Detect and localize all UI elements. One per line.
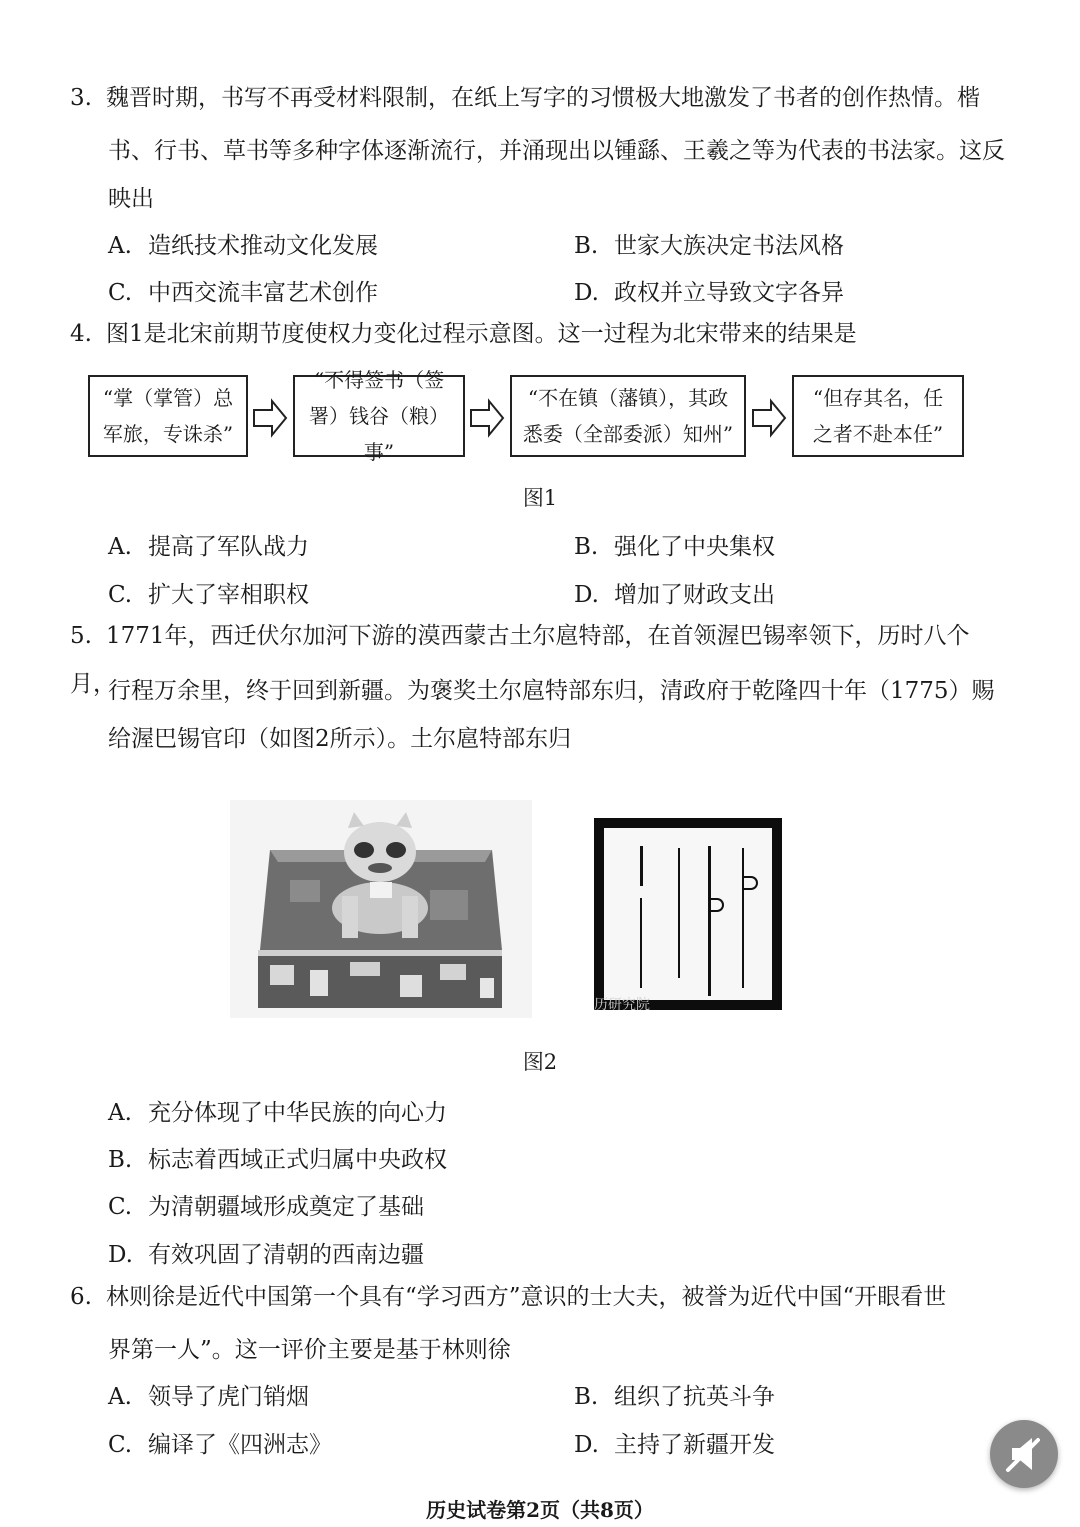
question-text: 书、行书、草书等多种字体逐渐流行，并涌现出以锺繇、王羲之等为代表的书法家。这反 <box>108 138 1005 164</box>
arrow-right-icon <box>252 398 288 438</box>
question-text: 映出 <box>108 186 154 212</box>
flow-step-3: “不在镇（藩镇），其政 悉委（全部委派）知州” <box>510 375 746 457</box>
option-b[interactable]: B. 组织了抗英斗争 <box>574 1384 775 1410</box>
arrow-right-icon <box>469 398 505 438</box>
option-b[interactable]: B. 强化了中央集权 <box>574 534 775 560</box>
watermark: 历研究院 <box>594 997 650 1013</box>
question-4 <box>70 310 1000 358</box>
option-c[interactable]: C. 为清朝疆域形成奠定了基础 <box>108 1194 424 1220</box>
flow-step-4: “但存其名，任 之者不赴本任” <box>792 375 964 457</box>
question-number: 6. <box>70 1284 92 1310</box>
question-number: 4. <box>70 321 92 347</box>
option-d[interactable]: D. 主持了新疆开发 <box>574 1432 775 1458</box>
option-b[interactable]: B. 世家大族决定书法风格 <box>574 233 844 259</box>
question-number: 5. <box>70 623 92 649</box>
question-text: 1771年，西迁伏尔加河下游的漠西蒙古土尔扈特部，在首领渥巴锡率领下，历时八个月， <box>70 623 970 697</box>
question-text: 魏晋时期，书写不再受材料限制，在纸上写字的习惯极大地激发了书者的创作热情。楷 <box>106 85 980 111</box>
option-a[interactable]: A. 充分体现了中华民族的向心力 <box>108 1100 447 1126</box>
option-a[interactable]: A. 提高了军队战力 <box>108 534 309 560</box>
option-c[interactable]: C. 编译了《四洲志》 <box>108 1432 332 1458</box>
option-c[interactable]: C. 扩大了宰相职权 <box>108 582 309 608</box>
seal-imprint <box>594 818 782 1013</box>
option-c[interactable]: C. 中西交流丰富艺术创作 <box>108 280 378 306</box>
question-3 <box>70 74 1000 122</box>
question-6 <box>70 1273 1000 1321</box>
question-text: 界第一人”。这一评价主要是基于林则徐 <box>108 1337 511 1363</box>
page-footer: 历史试卷第2页（共8页） <box>426 1498 654 1522</box>
figure-1-caption: 图1 <box>522 486 558 510</box>
question-text: 林则徐是近代中国第一个具有“学习西方”意识的士大夫，被誉为近代中国“开眼看世 <box>106 1284 947 1310</box>
arrow-right-icon <box>751 398 787 438</box>
mute-speaker-icon <box>990 1420 1058 1488</box>
question-text: 行程万余里，终于回到新疆。为褒奖土尔扈特部东归，清政府于乾隆四十年（1775）赐 <box>108 678 995 704</box>
option-a[interactable]: A. 领导了虎门销烟 <box>108 1384 309 1410</box>
seal-image <box>230 800 532 1018</box>
question-text: 给渥巴锡官印（如图2所示）。土尔扈特部东归 <box>108 726 572 752</box>
figure-2-caption: 图2 <box>522 1050 558 1074</box>
option-b[interactable]: B. 标志着西域正式归属中央政权 <box>108 1147 447 1173</box>
question-text: 图1是北宋前期节度使权力变化过程示意图。这一过程为北宋带来的结果是 <box>106 321 857 347</box>
option-d[interactable]: D. 政权并立导致文字各异 <box>574 280 844 306</box>
flow-step-2: “不得签书（签 署）钱谷（粮）事” <box>293 375 465 457</box>
seal-photo <box>230 800 532 1018</box>
floating-action-button[interactable] <box>990 1420 1058 1488</box>
option-d[interactable]: D. 增加了财政支出 <box>574 582 775 608</box>
option-d[interactable]: D. 有效巩固了清朝的西南边疆 <box>108 1242 424 1268</box>
flow-step-1: “掌（掌管）总 军旅，专诛杀” <box>88 375 248 457</box>
question-number: 3. <box>70 85 92 111</box>
option-a[interactable]: A. 造纸技术推动文化发展 <box>108 233 378 259</box>
